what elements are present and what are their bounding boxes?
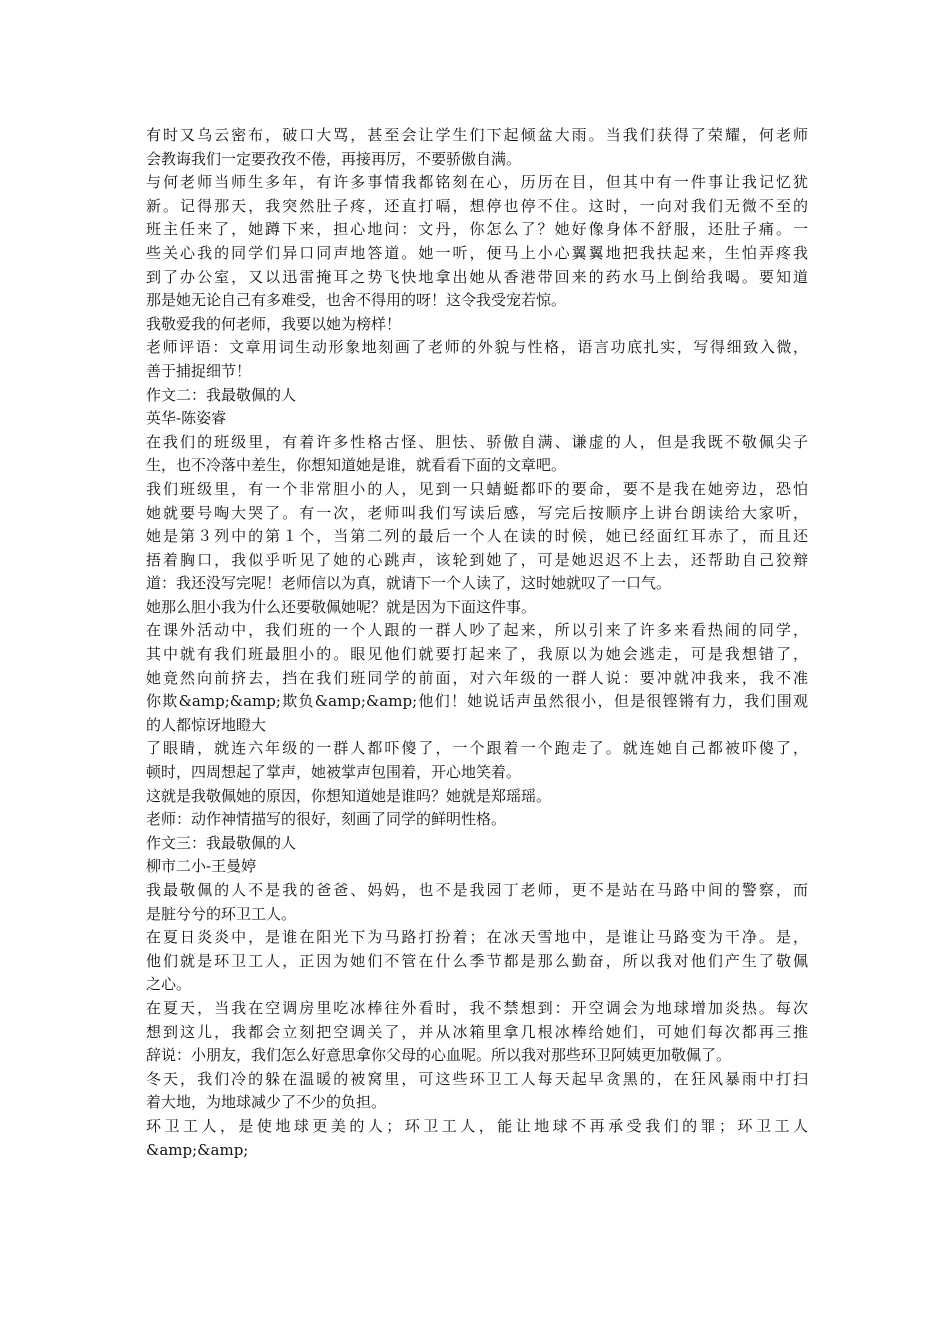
text-line: 有时又乌云密布，破口大骂，甚至会让学生们下起倾盆大雨。当我们获得了荣耀，何老师: [146, 126, 808, 144]
text-line: 之心。: [146, 975, 192, 994]
text-line: 她是第３列中的第１个，当第二列的最后一个人在读的时候，她已经面红耳赤了，而且还: [146, 527, 808, 546]
text-line: 老师评语：文章用词生动形象地刻画了老师的外貌与性格，语言功底扎实，写得细致入微，: [146, 338, 808, 357]
text-line: 这就是我敬佩她的原因，你想知道她是谁吗？她就是郑瑶瑶。: [146, 786, 552, 805]
text-line: 你欺&amp;&amp;欺负&amp;&amp;他们！她说话声虽然很小，但是很铿锵有力，我们围观: [146, 692, 808, 711]
text-line: 道：我还没写完呢！老师信以为真，就请下一个人读了，这时她就叹了一口气。: [146, 574, 672, 593]
text-line: 她竟然向前挤去，挡在我们班同学的前面，对六年级的一群人说：要冲就冲我来，我不准: [146, 668, 808, 687]
text-line: 在夏日炎炎中，是谁在阳光下为马路打扮着；在冰天雪地中，是谁让马路变为干净。是，: [146, 928, 808, 947]
text-line: 她那么胆小我为什么还要敬佩她呢？就是因为下面这件事。: [146, 597, 537, 616]
document-body: [146, 124, 808, 1162]
text-line: 到了办公室，又以迅雷掩耳之势飞快地拿出她从香港带回来的药水马上倒给我喝。要知道: [146, 267, 808, 286]
text-line: 我最敬佩的人不是我的爸爸、妈妈，也不是我园丁老师，更不是站在马路中间的警察，而: [146, 881, 808, 899]
text-line: 善于捕捉细节！: [146, 361, 252, 380]
text-line: 柳市二小-王曼婷: [146, 857, 257, 876]
text-line: 英华-陈姿睿: [146, 409, 227, 428]
text-line: 在课外活动中，我们班的一个人跟的一群人吵了起来，所以引来了许多来看热闹的同学，: [146, 621, 808, 640]
text-line: 顿时，四周想起了掌声，她被掌声包围着，开心地笑着。: [146, 763, 522, 782]
text-line: 那是她无论自己有多难受，也舍不得用的呀！这令我受宠若惊。: [146, 291, 567, 310]
text-line: 生，也不冷落中差生，你想知道她是谁，就看看下面的文章吧。: [146, 456, 567, 475]
text-line: 辞说：小朋友，我们怎么好意思拿你父母的心血呢。所以我对那些环卫阿姨更加敬佩了。: [146, 1046, 732, 1065]
text-line: 老师：动作神情描写的很好，刻画了同学的鲜明性格。: [146, 810, 507, 829]
text-line: 些关心我的同学们异口同声地答道。她一听，便马上小心翼翼地把我扶起来，生怕弄疼我: [146, 243, 808, 262]
text-line: 他们就是环卫工人，正因为她们不管在什么季节都是那么勤奋，所以我对他们产生了敬佩: [146, 951, 808, 970]
text-line: 想到这儿，我都会立刻把空调关了，并从冰箱里拿几根冰棒给她们，可她们每次都再三推: [146, 1022, 808, 1041]
text-line: 冬天，我们冷的躲在温暖的被窝里，可这些环卫工人每天起早贪黑的，在狂风暴雨中打扫: [146, 1069, 808, 1088]
text-line: 环卫工人，是使地球更美的人；环卫工人，能让地球不再承受我们的罪；环卫工人: [146, 1116, 808, 1135]
text-line: 在我们的班级里，有着许多性格古怪、胆怯、骄傲自满、谦虚的人，但是我既不敬佩尖子: [146, 432, 808, 451]
text-line: 与何老师当师生多年，有许多事情我都铭刻在心，历历在目，但其中有一件事让我记忆犹: [146, 173, 808, 192]
text-line: 新。记得那天，我突然肚子疼，还直打嗝，想停也停不住。这时，一向对我们无微不至的: [146, 196, 808, 215]
text-line: 了眼睛，就连六年级的一群人都吓傻了，一个跟着一个跑走了。就连她自己都被吓傻了，: [146, 739, 808, 758]
text-line: 她就要号啕大哭了。有一次，老师叫我们写读后感，写完后按顺序上讲台朗读给大家听，: [146, 503, 808, 522]
text-line: 在夏天，当我在空调房里吃冰棒往外看时，我不禁想到：开空调会为地球增加炎热。每次: [146, 998, 808, 1017]
text-line: 着大地，为地球减少了不少的负担。: [146, 1093, 387, 1112]
text-line: 班主任来了，她蹲下来，担心地问：文丹，你怎么了？她好像身体不舒服，还肚子痛。一: [146, 220, 808, 239]
text-line: 是脏兮兮的环卫工人。: [146, 904, 297, 923]
text-line: 会教诲我们一定要孜孜不倦，再接再厉，不要骄傲自满。: [146, 149, 522, 168]
text-line: 捂着胸口，我似乎听见了她的心跳声，该轮到她了，可是她迟迟不上去，还帮助自己狡辩: [146, 550, 808, 569]
text-line: 其中就有我们班最胆小的。眼见他们就要打起来了，我原以为她会逃走，可是我想错了，: [146, 645, 808, 664]
text-line: 我敬爱我的何老师，我要以她为榜样！: [146, 314, 402, 333]
text-line: &amp;&amp;: [146, 1140, 249, 1159]
text-line: 作文二：我最敬佩的人: [146, 385, 297, 404]
text-line: 的人都惊讶地瞪大: [146, 715, 267, 734]
text-line: 作文三：我最敬佩的人: [146, 833, 297, 852]
text-line: 我们班级里，有一个非常胆小的人，见到一只蜻蜓都吓的要命，要不是我在她旁边，恐怕: [146, 479, 808, 498]
